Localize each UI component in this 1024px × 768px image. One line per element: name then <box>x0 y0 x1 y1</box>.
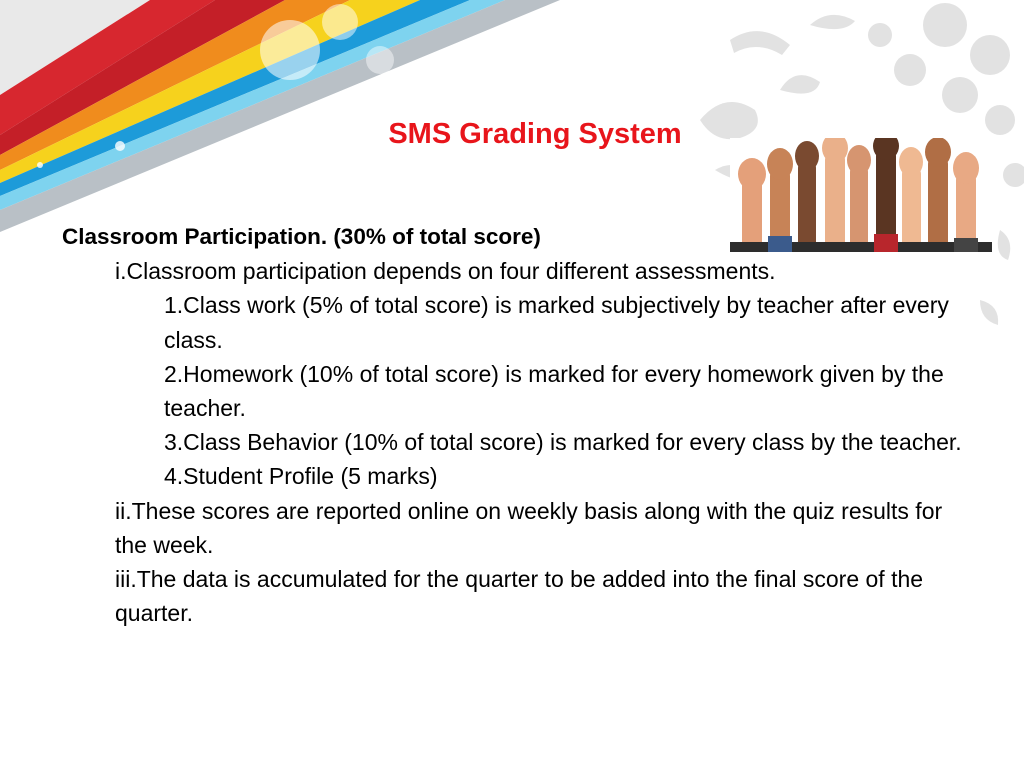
slide-title: SMS Grading System <box>388 118 682 150</box>
slide-content <box>62 220 962 630</box>
list-item-ii: ii.These scores are reported online on weekly basis along with the quiz results for the week. <box>115 497 943 558</box>
list-item-2: 2.Homework (10% of total score) is marked for every homework given by the teacher. <box>164 360 944 422</box>
list-item-4: 4.Student Profile (5 marks) <box>164 463 438 490</box>
list-item-1: 1.Class work (5% of total score) is marked subjectively by teacher after every class. <box>164 292 949 353</box>
section-heading: Classroom Participation. (30% of total score) <box>62 224 541 249</box>
list-item-3: 3.Class Behavior (10% of total score) is marked for every class by the teacher. <box>164 429 962 456</box>
list-item-iii: iii.The data is accumulated for the quarter to be added into the final score of the quarter. <box>115 566 924 627</box>
list-item-i: i.Classroom participation depends on four different assessments. <box>115 258 776 285</box>
